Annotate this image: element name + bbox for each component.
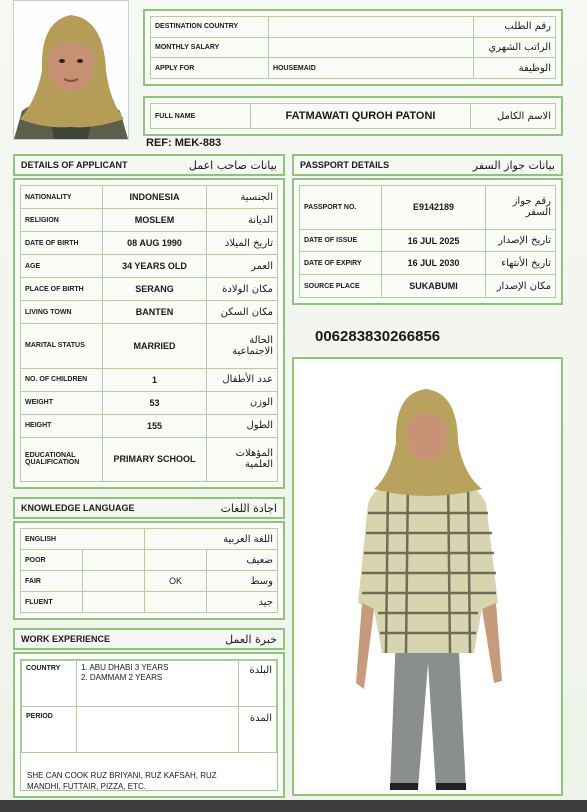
country-line-1: 1. ABU DHABI 3 YEARS	[81, 663, 169, 672]
field-label: SOURCE PLACE	[300, 275, 382, 298]
arabic-header: اللغة العربية	[145, 529, 278, 550]
field-value: 1	[103, 368, 207, 391]
field-value: SUKABUMI	[382, 275, 486, 298]
country-label: COUNTRY	[22, 661, 77, 707]
bottom-edge	[0, 800, 587, 812]
table-row	[21, 414, 278, 437]
field-label: NATIONALITY	[21, 186, 103, 209]
field-label: LIVING TOWN	[21, 301, 103, 324]
field-value: 16 JUL 2030	[382, 252, 486, 275]
skills-note-line-2: MANDHI, FUTTAIR, PIZZA, ETC.	[27, 782, 146, 791]
field-label: RELIGION	[21, 209, 103, 232]
field-label: PASSPORT NO.	[300, 186, 382, 230]
table-row	[21, 437, 278, 481]
application-info-box	[143, 9, 563, 86]
work-title-ar: خبرة العمل	[225, 632, 277, 646]
fluent-english	[83, 592, 145, 613]
field-value: SERANG	[103, 278, 207, 301]
apply-for-ar: الوظيفة	[474, 58, 556, 79]
field-value: E9142189	[382, 186, 486, 230]
table-row	[300, 252, 556, 275]
field-label: DATE OF BIRTH	[21, 232, 103, 255]
full-body-photo	[298, 363, 557, 790]
field-value: MOSLEM	[103, 209, 207, 232]
language-box	[13, 521, 285, 620]
fair-english	[83, 571, 145, 592]
table-row	[300, 275, 556, 298]
work-experience-box	[13, 652, 285, 798]
field-arabic-label: الوزن	[207, 391, 278, 414]
full-name-label: FULL NAME	[151, 104, 251, 129]
field-value: PRIMARY SCHOOL	[103, 437, 207, 481]
table-row	[21, 592, 278, 613]
field-label: MARITAL STATUS	[21, 324, 103, 368]
full-name-box	[143, 96, 563, 136]
fluent-label: FLUENT	[21, 592, 83, 613]
field-label: EDUCATIONAL QUALIFICATION	[21, 437, 103, 481]
field-value: 34 YEARS OLD	[103, 255, 207, 278]
work-title: WORK EXPERIENCE	[21, 634, 111, 644]
destination-country-ar: رقم الطلب	[474, 17, 556, 38]
table-row	[151, 58, 556, 79]
field-arabic-label: مكان الولادة	[207, 278, 278, 301]
table-row	[300, 229, 556, 252]
field-value: 53	[103, 391, 207, 414]
monthly-salary-label: MONTHLY SALARY	[151, 37, 269, 58]
country-ar: البلدة	[239, 661, 277, 707]
passport-title-ar: بيانات جواز السفر	[472, 158, 555, 172]
field-arabic-label: رقم جواز السفر	[486, 186, 556, 230]
fair-arabic: OK	[145, 571, 207, 592]
field-arabic-label: المؤهلات العلمية	[207, 437, 278, 481]
field-value: BANTEN	[103, 301, 207, 324]
work-section-header	[13, 628, 285, 650]
applicant-section-header	[13, 154, 285, 176]
full-body-photo-frame	[292, 357, 563, 796]
passport-details-table	[299, 185, 556, 298]
monthly-salary-value	[269, 37, 474, 58]
field-arabic-label: عدد الأطفال	[207, 368, 278, 391]
poor-english	[83, 550, 145, 571]
table-row	[21, 255, 278, 278]
field-value: 08 AUG 1990	[103, 232, 207, 255]
table-row	[21, 278, 278, 301]
table-row	[21, 301, 278, 324]
passport-title: PASSPORT DETAILS	[300, 160, 390, 170]
field-label: DATE OF ISSUE	[300, 229, 382, 252]
full-name-table	[150, 103, 556, 129]
applicant-details-table	[20, 185, 278, 482]
fair-ar: وسط	[207, 571, 278, 592]
table-row	[22, 661, 277, 707]
table-row	[300, 186, 556, 230]
language-title: KNOWLEDGE LANGUAGE	[21, 503, 135, 513]
field-label: PLACE OF BIRTH	[21, 278, 103, 301]
passport-section-header	[292, 154, 563, 176]
table-row	[21, 368, 278, 391]
field-label: DATE OF EXPIRY	[300, 252, 382, 275]
period-ar: المدة	[239, 707, 277, 753]
field-value: INDONESIA	[103, 186, 207, 209]
table-row	[151, 104, 556, 129]
field-arabic-label: تاريخ الأنتهاء	[486, 252, 556, 275]
phone-number: 006283830266856	[315, 328, 441, 345]
period-label: PERIOD	[22, 707, 77, 753]
field-label: NO. OF CHILDREN	[21, 368, 103, 391]
english-header: ENGLISH	[21, 529, 145, 550]
field-label: AGE	[21, 255, 103, 278]
field-arabic-label: تاريخ الإصدار	[486, 229, 556, 252]
applicant-title-ar: بيانات صاحب اعمل	[188, 158, 277, 172]
country-value	[77, 661, 239, 707]
monthly-salary-ar: الراتب الشهري	[474, 37, 556, 58]
application-info-table	[150, 16, 556, 79]
fluent-ar: جيد	[207, 592, 278, 613]
field-arabic-label: مكان الإصدار	[486, 275, 556, 298]
field-arabic-label: تاريخ الميلاد	[207, 232, 278, 255]
table-row	[21, 550, 278, 571]
apply-for-value: HOUSEMAID	[269, 58, 474, 79]
reference-number: REF: MEK-883	[146, 137, 222, 149]
passport-details-box	[292, 178, 563, 305]
fair-label: FAIR	[21, 571, 83, 592]
table-row	[21, 324, 278, 368]
poor-label: POOR	[21, 550, 83, 571]
field-value: 16 JUL 2025	[382, 229, 486, 252]
table-row	[22, 707, 277, 753]
full-name-ar: الاسم الكامل	[471, 104, 556, 129]
field-arabic-label: مكان السكن	[207, 301, 278, 324]
field-value: 155	[103, 414, 207, 437]
portrait-photo	[13, 0, 129, 140]
table-row	[21, 391, 278, 414]
field-value: MARRIED	[103, 324, 207, 368]
fluent-arabic	[145, 592, 207, 613]
destination-country-value	[269, 17, 474, 38]
field-label: HEIGHT	[21, 414, 103, 437]
table-row	[21, 232, 278, 255]
field-arabic-label: الطول	[207, 414, 278, 437]
destination-country-label: DESTINATION COUNTRY	[151, 17, 269, 38]
applicant-title: DETAILS OF APPLICANT	[21, 160, 128, 170]
work-experience-inner	[20, 659, 278, 791]
full-name-value: FATMAWATI QUROH PATONI	[251, 104, 471, 129]
language-title-ar: اجادة اللغات	[220, 501, 277, 515]
table-row	[151, 37, 556, 58]
field-arabic-label: الجنسية	[207, 186, 278, 209]
table-row	[151, 17, 556, 38]
field-arabic-label: الحالة الاجتماعية	[207, 324, 278, 368]
table-row	[21, 529, 278, 550]
language-table	[20, 528, 278, 613]
poor-ar: ضعيف	[207, 550, 278, 571]
table-row	[21, 186, 278, 209]
poor-arabic	[145, 550, 207, 571]
work-table	[21, 660, 277, 753]
applicant-details-box	[13, 178, 285, 489]
field-arabic-label: العمر	[207, 255, 278, 278]
country-line-2: 2. DAMMAM 2 YEARS	[81, 673, 163, 682]
apply-for-label: APPLY FOR	[151, 58, 269, 79]
table-row	[21, 571, 278, 592]
period-value	[77, 707, 239, 753]
skills-note	[27, 770, 217, 792]
field-arabic-label: الديانة	[207, 209, 278, 232]
table-row	[21, 209, 278, 232]
field-label: WEIGHT	[21, 391, 103, 414]
skills-note-line-1: SHE CAN COOK RUZ BRIYANI, RUZ KAFSAH, RUZ	[27, 771, 217, 780]
language-section-header	[13, 497, 285, 519]
